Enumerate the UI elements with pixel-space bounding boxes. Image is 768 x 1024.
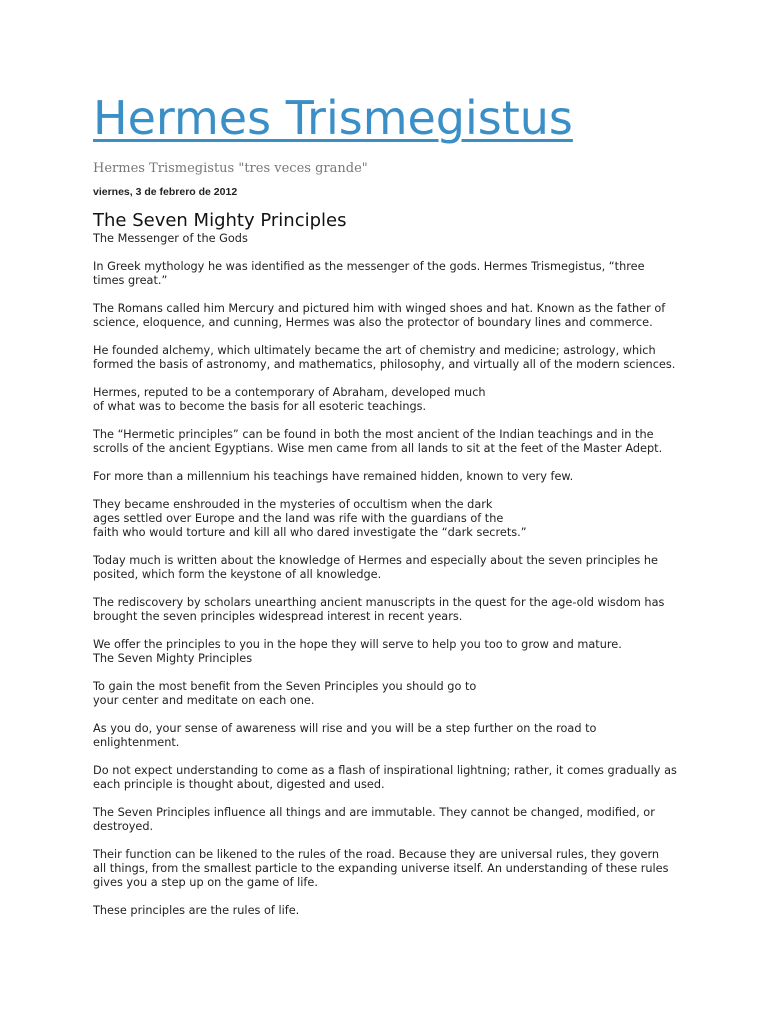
- paragraph-line: formed the basis of astronomy, and mathematics, philosophy, and virtually all of the modern sciences.: [93, 358, 676, 371]
- post-paragraph: [93, 848, 693, 890]
- paragraph-line: destroyed.: [93, 820, 154, 833]
- paragraph-line: These principles are the rules of life.: [93, 904, 300, 917]
- post-paragraph: [93, 638, 693, 666]
- post-paragraph: [93, 806, 693, 834]
- paragraph-line: As you do, your sense of awareness will rise and you will be a step further on the road to: [93, 722, 597, 735]
- post-paragraph: [93, 386, 693, 414]
- post-paragraph: [93, 344, 693, 372]
- paragraph-line: The “Hermetic principles” can be found in both the most ancient of the Indian teachings and in the: [93, 428, 654, 441]
- paragraph-line: Their function can be likened to the rules of the road. Because they are universal rules, they govern: [93, 848, 660, 861]
- paragraph-line: times great.”: [93, 274, 168, 287]
- paragraph-line: The Seven Principles influence all things and are immutable. They cannot be changed, modified, or: [93, 806, 655, 819]
- blog-description: Hermes Trismegistus "tres veces grande": [93, 161, 368, 176]
- post-paragraph: [93, 232, 693, 246]
- paragraph-line: In Greek mythology he was identified as the messenger of the gods. Hermes Trismegistus, “three: [93, 260, 645, 273]
- paragraph-line: scrolls of the ancient Egyptians. Wise men came from all lands to sit at the feet of the Master Adept.: [93, 442, 663, 455]
- paragraph-line: ages settled over Europe and the land was rife with the guardians of the: [93, 512, 504, 525]
- post-paragraph: [93, 722, 693, 750]
- paragraph-line: The Seven Mighty Principles: [93, 652, 253, 665]
- paragraph-line: To gain the most benefit from the Seven Principles you should go to: [93, 680, 477, 693]
- paragraph-line: They became enshrouded in the mysteries of occultism when the dark: [93, 498, 493, 511]
- post-paragraph: [93, 596, 693, 624]
- paragraph-line: The Messenger of the Gods: [93, 232, 248, 245]
- paragraph-line: The rediscovery by scholars unearthing ancient manuscripts in the quest for the age-old wisdom has: [93, 596, 665, 609]
- post-paragraph: [93, 470, 693, 484]
- post-paragraph: [93, 554, 693, 582]
- paragraph-line: For more than a millennium his teachings have remained hidden, known to very few.: [93, 470, 574, 483]
- post-paragraph: [93, 428, 693, 456]
- paragraph-line: The Romans called him Mercury and pictured him with winged shoes and hat. Known as the father of: [93, 302, 666, 315]
- paragraph-line: of what was to become the basis for all esoteric teachings.: [93, 400, 427, 413]
- paragraph-line: Do not expect understanding to come as a flash of inspirational lightning; rather, it comes gradually as: [93, 764, 677, 777]
- post-paragraph: [93, 764, 693, 792]
- post-paragraph: [93, 498, 693, 540]
- paragraph-line: He founded alchemy, which ultimately became the art of chemistry and medicine; astrology, which: [93, 344, 656, 357]
- paragraph-line: brought the seven principles widespread interest in recent years.: [93, 610, 463, 623]
- paragraph-line: all things, from the smallest particle to the expanding universe itself. An understanding of these rules: [93, 862, 669, 875]
- post-paragraph: [93, 260, 693, 288]
- paragraph-line: science, eloquence, and cunning, Hermes was also the protector of boundary lines and commerce.: [93, 316, 653, 329]
- post-date: viernes, 3 de febrero de 2012: [93, 186, 238, 198]
- post-paragraph: [93, 302, 693, 330]
- paragraph-line: enlightenment.: [93, 736, 180, 749]
- post-paragraph: [93, 680, 693, 708]
- post-paragraph: [93, 904, 693, 918]
- paragraph-line: Today much is written about the knowledge of Hermes and especially about the seven principles he: [93, 554, 659, 567]
- post-title: The Seven Mighty Principles: [93, 210, 347, 231]
- paragraph-line: Hermes, reputed to be a contemporary of Abraham, developed much: [93, 386, 486, 399]
- post-body: [93, 232, 693, 932]
- paragraph-line: faith who would torture and kill all who dared investigate the “dark secrets.”: [93, 526, 527, 539]
- paragraph-line: your center and meditate on each one.: [93, 694, 315, 707]
- paragraph-line: posited, which form the keystone of all knowledge.: [93, 568, 382, 581]
- blog-title-link[interactable]: Hermes Trismegistus: [93, 91, 573, 145]
- paragraph-line: gives you a step up on the game of life.: [93, 876, 318, 889]
- paragraph-line: each principle is thought about, digested and used.: [93, 778, 385, 791]
- paragraph-line: We offer the principles to you in the hope they will serve to help you too to grow and mature.: [93, 638, 622, 651]
